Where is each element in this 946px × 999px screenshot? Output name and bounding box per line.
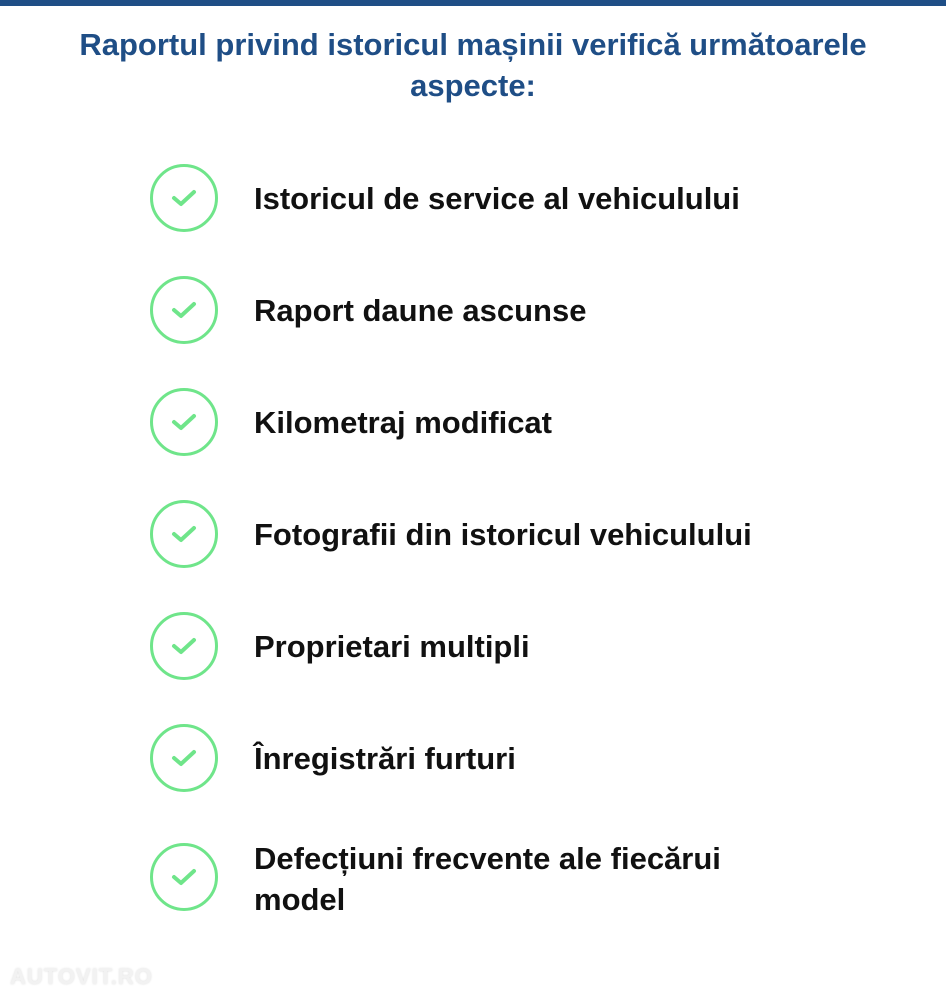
checklist-item-label: Raport daune ascunse: [254, 293, 587, 328]
checklist-item-label: Istoricul de service al vehiculului: [254, 181, 740, 216]
page-title: Raportul privind istoricul mașinii verifică următoarele aspecte:: [79, 27, 867, 103]
check-circle-icon: [150, 500, 218, 568]
check-circle-icon: [150, 164, 218, 232]
check-circle-icon: [150, 276, 218, 344]
checklist-item-label: Proprietari multipli: [254, 629, 530, 664]
check-circle-icon: [150, 843, 218, 911]
checklist-item-label: Fotografii din istoricul vehiculului: [254, 517, 752, 552]
watermark-logo: AUTOVIT.RO: [10, 964, 153, 989]
checklist-item-label: Înregistrări furturi: [254, 741, 516, 776]
checklist-item-label: Kilometraj modificat: [254, 405, 552, 440]
check-circle-icon: [150, 612, 218, 680]
check-circle-icon: [150, 724, 218, 792]
checklist-item-label: Defecțiuni frecvente ale fiecărui model: [254, 841, 721, 917]
check-circle-icon: [150, 388, 218, 456]
